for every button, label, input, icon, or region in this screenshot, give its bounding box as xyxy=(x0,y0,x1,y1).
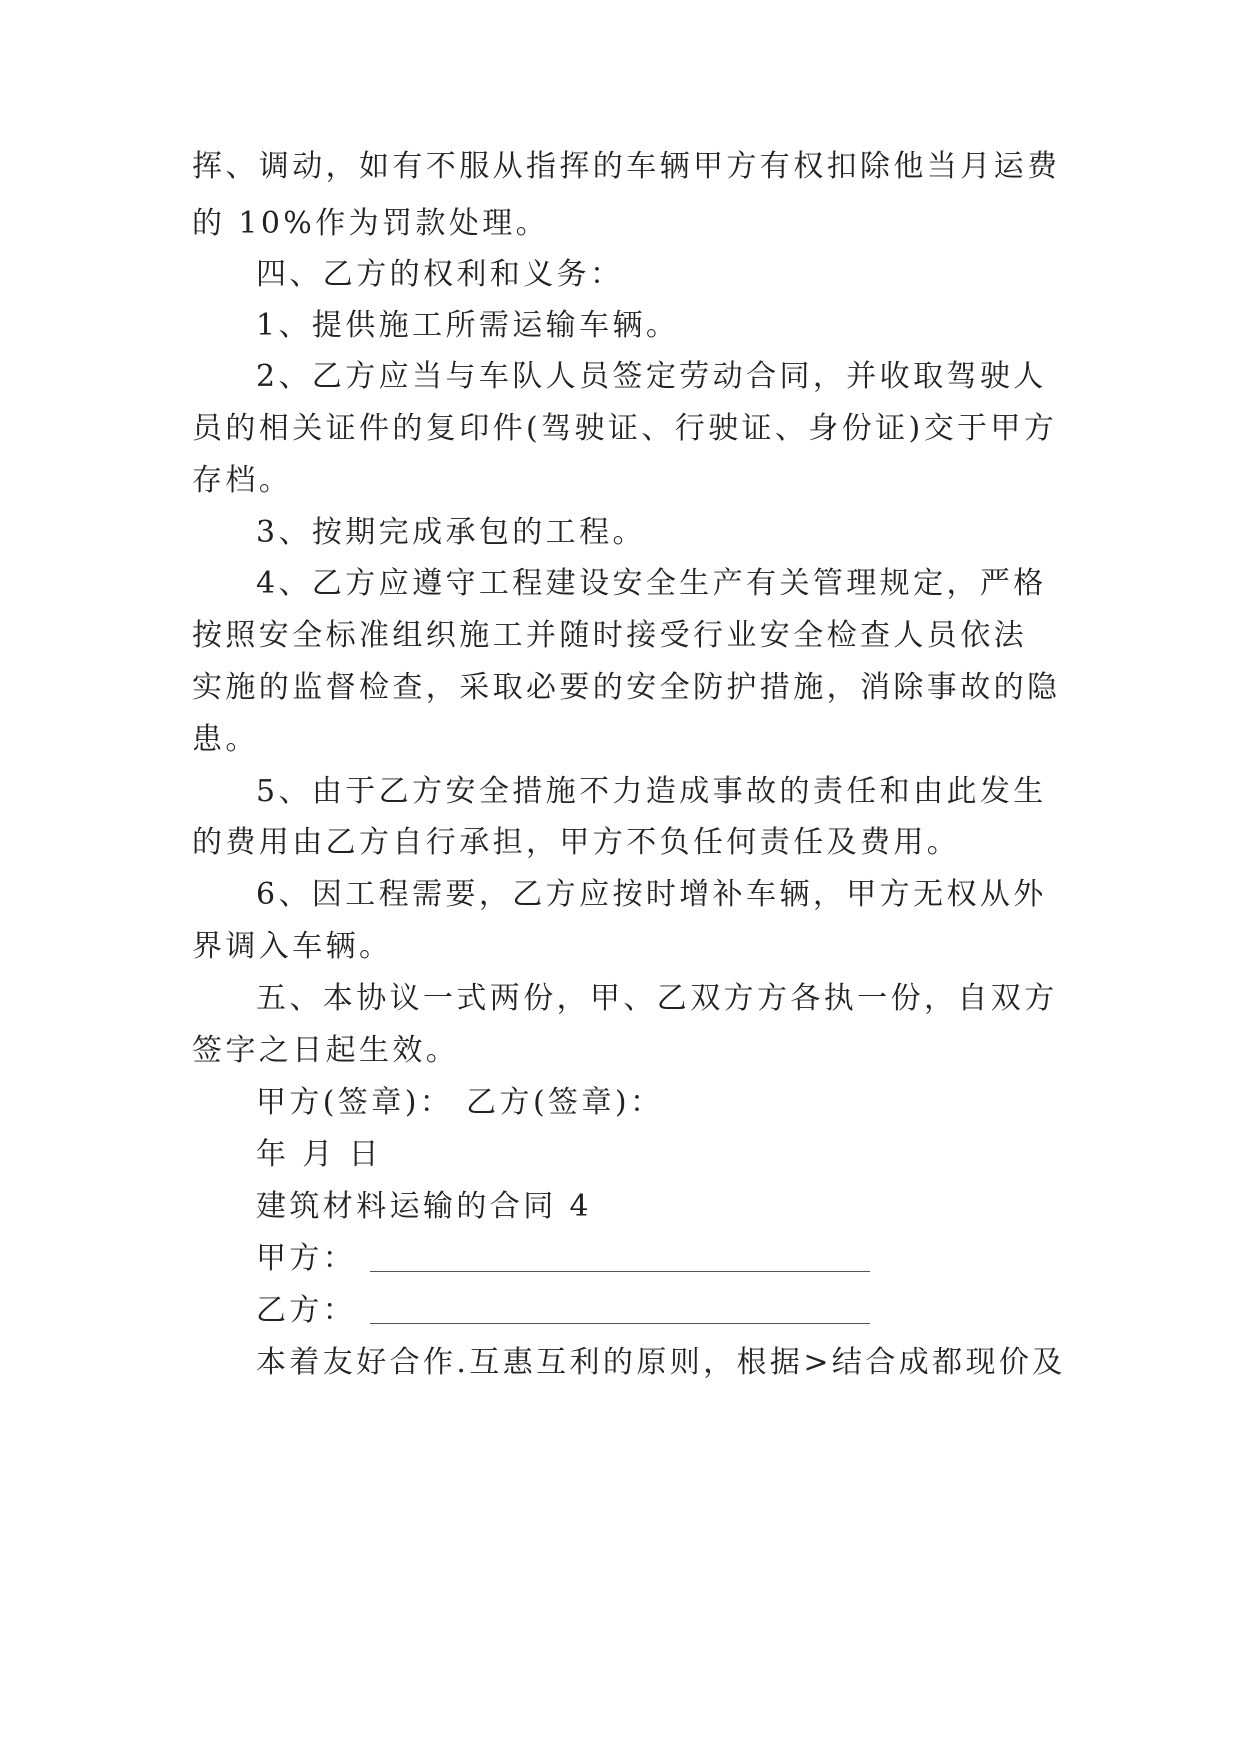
contract-text-line: 患。 xyxy=(192,722,259,757)
contract-text-line: 签字之日起生效。 xyxy=(192,1033,460,1068)
party-a-line xyxy=(256,1230,1241,1288)
contract-text-line: 的费用由乙方自行承担，甲方不负任何责任及费用。 xyxy=(192,825,961,860)
section-heading-party-b-rights: 四、乙方的权利和义务： xyxy=(256,257,624,292)
clause-4: 4、乙方应遵守工程建设安全生产有关管理规定，严格 xyxy=(256,566,1047,601)
signature-line: 甲方(签章)： 乙方(签章)： xyxy=(256,1085,664,1120)
contract-text-line: 界调入车辆。 xyxy=(192,929,393,964)
contract-text-line: 员的相关证件的复印件(驾驶证、行驶证、身份证)交于甲方 xyxy=(192,411,1058,446)
clause-1: 1、提供施工所需运输车辆。 xyxy=(256,308,680,343)
contract-text-line: 的 10%作为罚款处理。 xyxy=(192,206,550,241)
section-five-effectiveness: 五、本协议一式两份，甲、乙双方方各执一份，自双方 xyxy=(256,981,1058,1016)
date-line: 年 月 日 xyxy=(256,1137,383,1172)
clause-2: 2、乙方应当与车队人员签定劳动合同，并收取驾驶人 xyxy=(256,359,1047,394)
clause-3: 3、按期完成承包的工程。 xyxy=(256,515,646,550)
party-b-blank xyxy=(370,1293,870,1324)
party-a-blank xyxy=(370,1241,870,1272)
contract-4-title: 建筑材料运输的合同 4 xyxy=(256,1189,593,1224)
contract-text-line: 按照安全标准组织施工并随时接受行业安全检查人员依法 xyxy=(192,618,1027,653)
party-b-line xyxy=(256,1282,1241,1340)
contract-text-line: 存档。 xyxy=(192,463,293,498)
clause-6: 6、因工程需要，乙方应按时增补车辆，甲方无权从外 xyxy=(256,877,1047,912)
clause-5: 5、由于乙方安全措施不力造成事故的责任和由此发生 xyxy=(256,774,1047,809)
contract-text-line: 实施的监督检查，采取必要的安全防护措施，消除事故的隐 xyxy=(192,670,1061,705)
party-b-label: 乙方： xyxy=(256,1293,357,1328)
party-a-label: 甲方： xyxy=(256,1241,357,1276)
contract-text-line: 本着友好合作.互惠互利的原则，根据>结合成都现价及 xyxy=(256,1345,1066,1380)
contract-text-line: 挥、调动，如有不服从指挥的车辆甲方有权扣除他当月运费 xyxy=(192,149,1061,184)
